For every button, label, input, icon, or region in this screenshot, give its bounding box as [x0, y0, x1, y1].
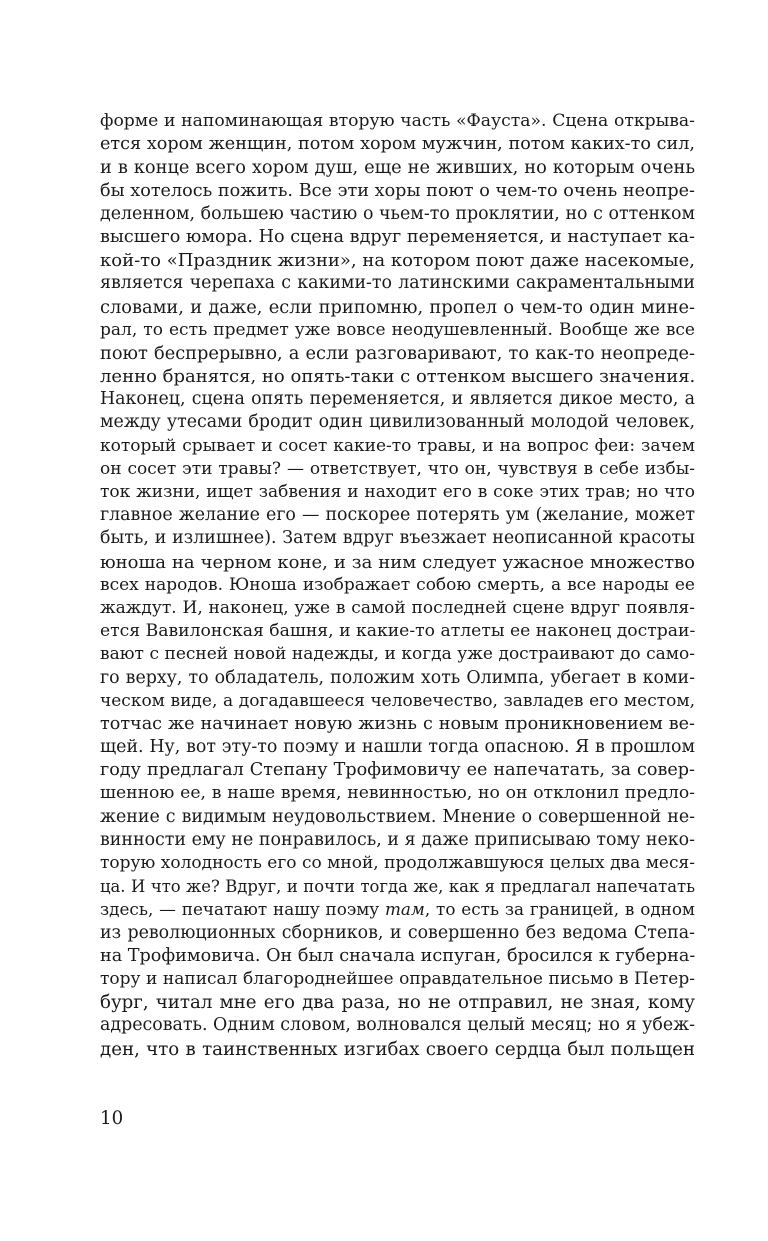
text-line: тору и написал благороднейшее оправдательное письмо в Петер-: [100, 968, 695, 989]
text-line: щей. Ну, вот эту-то поэму и нашли тогда опасною. Я в прошлом: [100, 737, 695, 758]
text-segment: , то есть за границей, в одном: [424, 899, 695, 920]
text-line: тотчас же начинает новую жизнь с новым проникновением ве-: [100, 713, 695, 734]
text-line: ца. И что же? Вдруг, и почти тогда же, как я предлагал напечатать: [100, 877, 695, 897]
text-line: шенною ее, в наше время, невинностью, но он отклонил предло-: [100, 783, 695, 804]
text-line: жаждут. И, наконец, уже в самой последней сцене вдруг появля-: [100, 597, 695, 618]
text-line: форме и напоминающая вторую часть «Фауста». Сцена открыва-: [100, 111, 695, 131]
text-line: всех народов. Юноша изображает собою смерть, а все народы ее: [100, 574, 695, 595]
text-line: деленном, большею частию о чьем-то проклятии, но с оттенком: [100, 203, 695, 224]
text-line: ется Вавилонская башня, и какие-то атлеты ее наконец достраи-: [100, 621, 695, 642]
text-line: торую холодность его со мной, продолжавшуюся целых два меся-: [100, 853, 695, 873]
text-line: бург, читал мне его два раза, но не отправил, не зная, кому: [100, 992, 695, 1014]
text-segment: здесь, — печатают нашу поэму: [100, 899, 386, 920]
text-line: Наконец, сцена опять переменяется, и является дикое место, а: [100, 389, 695, 410]
italic-word: там: [385, 899, 425, 920]
text-line: быть, и излишнее). Затем вдруг въезжает неописанной красоты: [100, 528, 695, 549]
text-line: поют беспрерывно, а если разговаривают, то как-то неопреде-: [100, 342, 695, 364]
body-text: [100, 110, 695, 1061]
text-line: он сосет эти травы? — ответствует, что он, чувствуя в себе избы-: [100, 458, 695, 479]
text-line: кой-то «Праздник жизни», на котором поют даже насекомые,: [100, 250, 695, 272]
text-line: на Трофимовича. Он был сначала испуган, бросился к губерна-: [100, 945, 695, 966]
text-line: ден, что в таинственных изгибах своего сердца был польщен: [100, 1038, 695, 1060]
text-line: словами, и даже, если припомню, пропел о чем-то один мине-: [100, 296, 695, 318]
text-line: главное желание его — поскорее потерять ум (желание, может: [100, 505, 695, 526]
text-line: году предлагал Степану Трофимовичу ее напечатать, за совер-: [100, 760, 695, 781]
text-line: адресовать. Одним словом, волновался целый месяц; но я убеж-: [100, 1015, 695, 1036]
text-line: ется хором женщин, потом хором мужчин, потом каких-то сил,: [100, 134, 695, 155]
text-line: который срывает и сосет какие-то травы, и на вопрос феи: зачем: [100, 435, 695, 456]
text-line: ленно бранятся, но опять-таки с оттенком высшего значения.: [100, 366, 695, 388]
page-number: 10: [100, 1108, 124, 1129]
text-line: является черепаха с какими-то латинскими сакраментальными: [100, 273, 695, 294]
text-line-with-italic: [100, 898, 695, 921]
text-line: бы хотелось пожить. Все эти хоры поют о чем-то очень неопре-: [100, 180, 695, 201]
text-line: винности ему не понравилось, и я даже приписываю тому неко-: [100, 829, 695, 850]
text-line: юноша на черном коне, и за ним следует ужасное множество: [100, 551, 695, 573]
text-line: ток жизни, ищет забвения и находит его в соке этих трав; но что: [100, 482, 695, 502]
text-line: между утесами бродит один цивилизованный молодой человек,: [100, 412, 695, 433]
text-line: и в конце всего хором душ, еще не живших, но которым очень: [100, 157, 695, 179]
text-line: вают с песней новой надежды, и когда уже достраивают до само-: [100, 644, 695, 665]
text-line: рал, то есть предмет уже вовсе неодушевленный. Вообще же все: [100, 319, 695, 340]
text-line: высшего юмора. Но сцена вдруг переменяется, и наступает ка-: [100, 226, 695, 247]
text-line: ческом виде, а догадавшееся человечество, завладев его местом,: [100, 690, 695, 711]
text-line: из революционных сборников, и совершенно без ведома Степа-: [100, 922, 695, 943]
text-line: го верху, то обладатель, положим хоть Олимпа, убегает в коми-: [100, 667, 695, 688]
text-line: жение с видимым неудовольствием. Мнение о совершенной не-: [100, 806, 695, 827]
